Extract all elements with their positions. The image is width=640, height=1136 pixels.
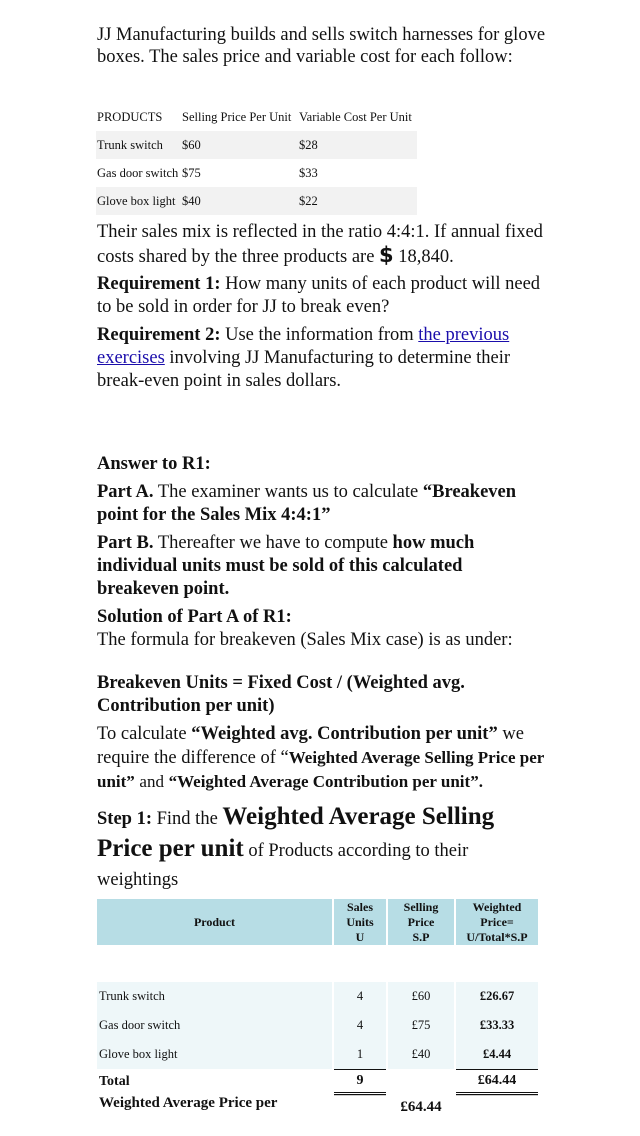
weighted-price: £4.44	[456, 1040, 538, 1069]
product-cost: $28	[298, 131, 417, 159]
calculation-paragraph	[97, 723, 547, 794]
product-cost: $22	[298, 187, 417, 215]
product-price: $60	[181, 131, 298, 159]
step-1-text: Find the	[156, 809, 218, 829]
table-row	[97, 982, 538, 1011]
header-line: U/Total*S.P	[466, 929, 528, 944]
product-name: Glove box light	[96, 187, 181, 215]
step-1-label: Step 1:	[97, 809, 152, 829]
header-products: PRODUCTS	[97, 109, 163, 124]
formula-text: Breakeven Units = Fixed Cost / (Weighted avg. Contribution per unit)	[97, 673, 465, 716]
solution-section	[97, 606, 547, 652]
requirement-2	[97, 324, 547, 393]
table-row	[96, 187, 417, 215]
total-row	[97, 1069, 538, 1095]
product-name: Gas door switch	[97, 165, 179, 180]
selling-price: £40	[388, 1040, 454, 1069]
product-name: Gas door switch	[97, 1011, 332, 1040]
sales-mix-paragraph	[97, 221, 547, 269]
product-cost: $33	[299, 165, 318, 180]
sales-units: 4	[334, 1011, 386, 1040]
part-a-label: Part A.	[97, 482, 154, 502]
requirement-1-label: Requirement 1:	[97, 274, 221, 294]
table-row	[97, 1011, 538, 1040]
header-selling-price	[388, 899, 454, 945]
product-price: $40	[181, 187, 298, 215]
products-table	[96, 103, 417, 215]
total-weighted: £64.44	[456, 1069, 538, 1095]
header-line: Selling	[403, 899, 439, 914]
formula-intro: The formula for breakeven (Sales Mix case) is as under:	[97, 630, 513, 650]
document	[97, 24, 547, 1123]
requirement-2-text-after: involving JJ Manufacturing to determine their break-even point in sales dollars.	[97, 348, 511, 391]
weighted-average-value: £64.44	[388, 1095, 454, 1123]
product-name: Glove box light	[97, 1040, 332, 1069]
weighted-table-header	[97, 899, 538, 945]
calc-emphasis: “Weighted avg. Contribution per unit”	[191, 724, 498, 744]
sales-units: 1	[334, 1040, 386, 1069]
table-row	[96, 159, 417, 187]
weighted-price: £26.67	[456, 982, 538, 1011]
dollar-sign: $	[379, 243, 394, 267]
header-line: Sales	[346, 899, 373, 914]
header-line: Price=	[480, 914, 514, 929]
requirement-1-text: How many units of each product will need to be sold in order for JJ to break even?	[97, 274, 541, 317]
selling-price: £60	[388, 982, 454, 1011]
step-1	[97, 802, 547, 895]
part-a-emphasis: “Breakeven point for the Sales Mix 4:4:1”	[97, 482, 517, 525]
calc-emphasis: Weighted Average Selling Price per unit”	[97, 748, 545, 791]
weighted-average-label: Weighted Average Price per	[97, 1095, 332, 1123]
requirement-2-text: Use the information from	[225, 325, 414, 345]
answer-heading-text: Answer to R1:	[97, 454, 211, 474]
intro-paragraph: JJ Manufacturing builds and sells switch harnesses for glove boxes. The sales price and variable cost for each follow:	[97, 25, 546, 67]
product-price: $75	[182, 165, 201, 180]
part-b-label: Part B.	[97, 533, 154, 553]
part-b-emphasis: how much individual units must be sold of this calculated breakeven point.	[97, 533, 475, 599]
step-1-after: of Products according to their weightings	[97, 841, 469, 890]
part-a-text: The examiner wants us to calculate	[157, 482, 419, 502]
product-name: Trunk switch	[96, 131, 181, 159]
solution-heading: Solution of Part A of R1:	[97, 607, 292, 627]
products-table-header	[96, 103, 417, 131]
weighted-average-row	[97, 1095, 538, 1123]
header-product: Product	[97, 899, 332, 945]
total-label: Total	[97, 1069, 332, 1095]
selling-price: £75	[388, 1011, 454, 1040]
header-line: U	[355, 929, 365, 944]
answer-heading	[97, 453, 547, 476]
sales-mix-text: Their sales mix is reflected in the ratio 4:4:1. If annual fixed costs shared by the three products are	[97, 222, 543, 267]
header-line: Units	[346, 914, 374, 929]
table-row	[96, 131, 417, 159]
previous-exercises-link[interactable]: the previous exercises	[97, 325, 510, 368]
weighted-price: £33.33	[456, 1011, 538, 1040]
header-line: Weighted	[472, 899, 522, 914]
requirement-1	[97, 273, 547, 319]
step-1-heading: Weighted Average Selling Price per unit	[97, 803, 495, 862]
spacer-row	[97, 945, 538, 982]
header-sales-units	[334, 899, 386, 945]
weighted-price-table	[95, 899, 540, 1123]
calc-text: To calculate	[97, 724, 187, 744]
part-b-text: Thereafter we have to compute	[157, 533, 388, 553]
calc-text: and	[139, 772, 164, 791]
sales-units: 4	[334, 982, 386, 1011]
product-name: Trunk switch	[97, 982, 332, 1011]
header-line: Price	[407, 914, 435, 929]
calc-emphasis: “Weighted Average Contribution per unit”.	[168, 772, 483, 791]
header-variable-cost: Variable Cost Per Unit	[299, 109, 412, 124]
total-units: 9	[334, 1069, 386, 1095]
header-selling-price: Selling Price Per Unit	[182, 109, 292, 124]
requirement-2-label: Requirement 2:	[97, 325, 221, 345]
calc-text: we require the difference of “	[97, 724, 524, 768]
formula	[97, 672, 547, 718]
header-weighted-price	[456, 899, 538, 945]
fixed-cost-value: 18,840.	[398, 247, 454, 267]
part-a	[97, 481, 547, 527]
table-row	[97, 1040, 538, 1069]
part-b	[97, 532, 547, 601]
header-line: S.P	[412, 929, 430, 944]
